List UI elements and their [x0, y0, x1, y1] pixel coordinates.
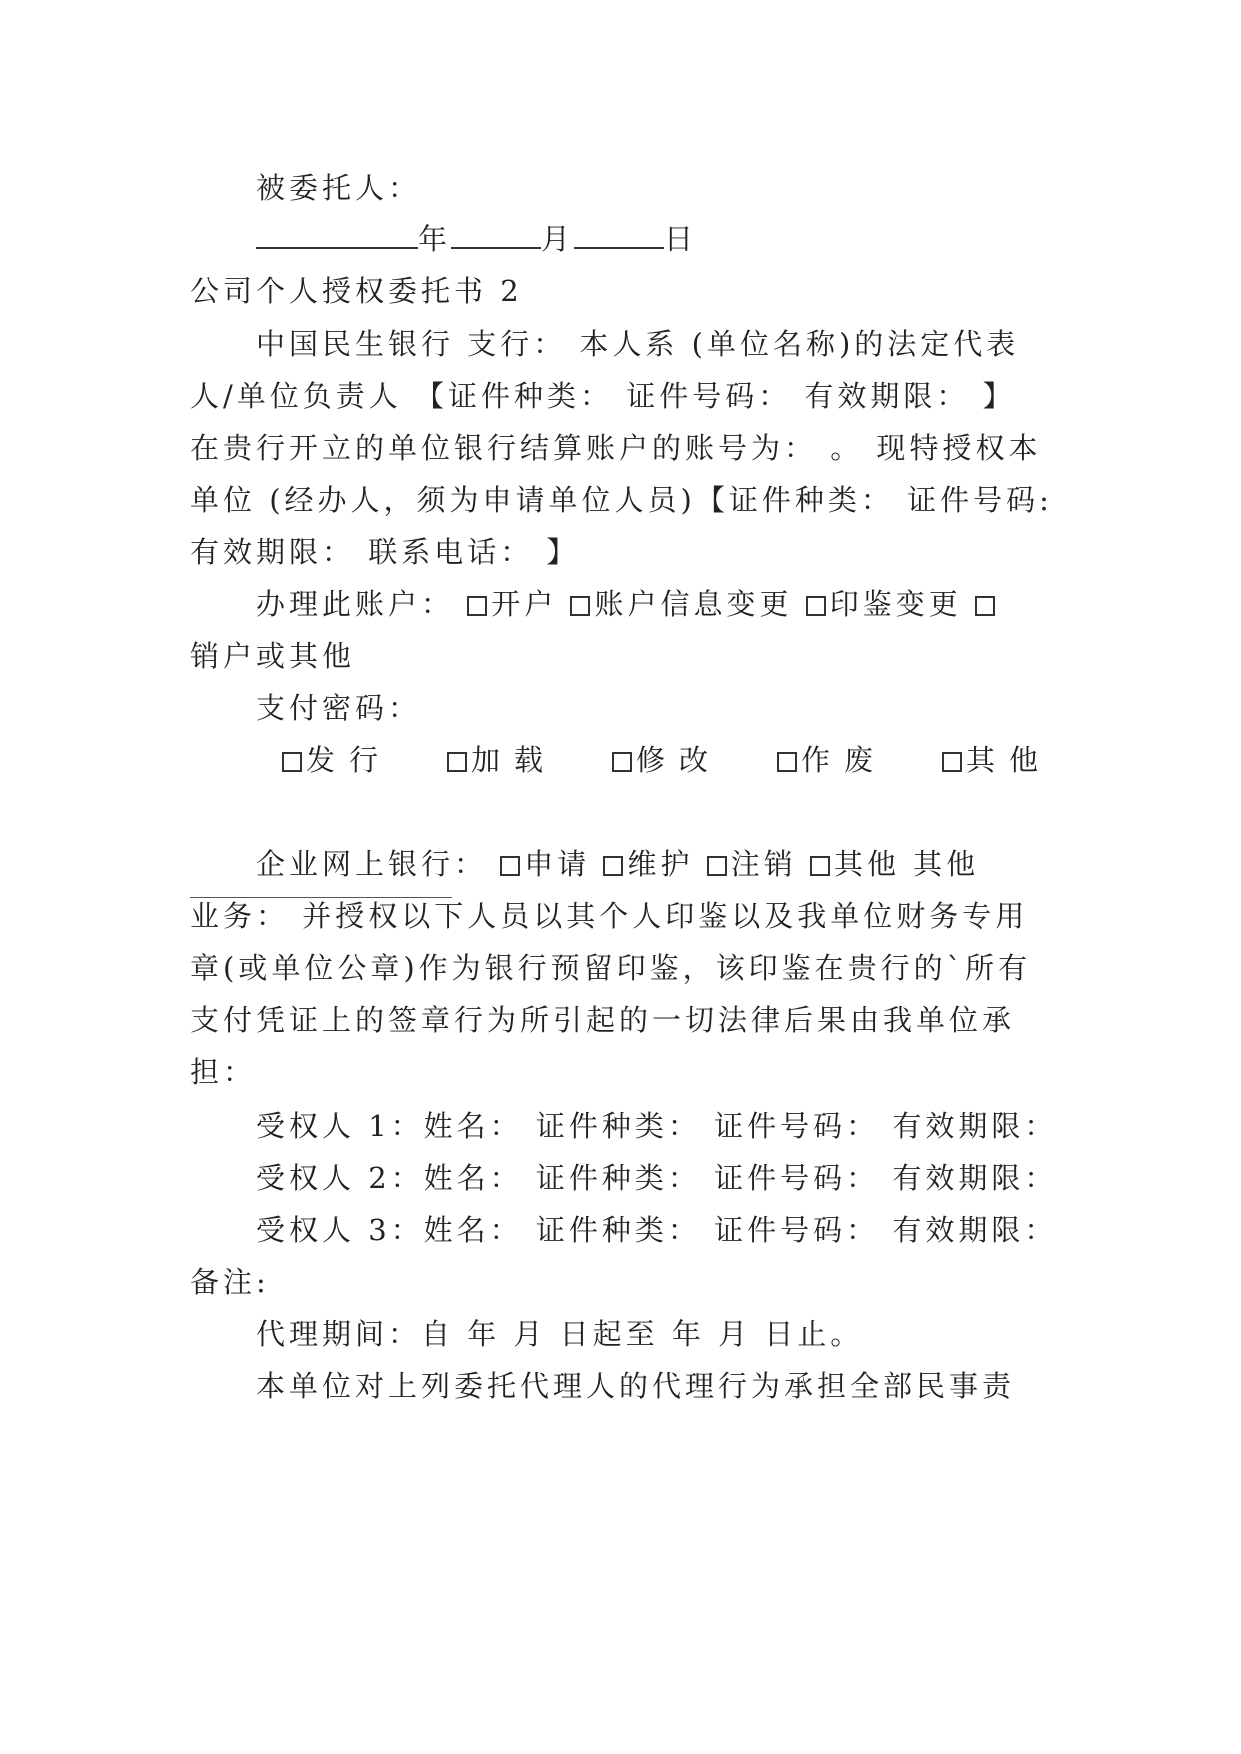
section-title: 公司个人授权委托书 2: [190, 274, 523, 308]
paragraph-line: 支付凭证上的签章行为所引起的一切法律后果由我单位承: [190, 1003, 1016, 1037]
date-line: [256, 219, 697, 259]
paragraph-line: 单位 (经办人，须为申请单位人员)【证件种类： 证件号码:: [190, 483, 1053, 517]
paragraph-line: 在贵行开立的单位银行结算账户的账号为： 。 现特授权本: [190, 431, 1042, 465]
checkbox-close-account: [975, 596, 995, 616]
month-blank: [451, 221, 541, 249]
checkbox-open-account: [467, 596, 487, 616]
checkbox-other-online: [810, 856, 830, 876]
online-banking-line: [256, 844, 979, 884]
password-options-line: [282, 740, 1052, 780]
authorized-person-3: 受权人 3：姓名： 证件种类： 证件号码： 有效期限：: [256, 1213, 1058, 1247]
paragraph-line: 业务： 并授权以下人员以其个人印鉴以及我单位财务专用: [190, 899, 1029, 933]
option-item: 其他: [942, 740, 1052, 780]
payment-password-label: 支付密码：: [256, 691, 422, 725]
trustee-line: 被委托人：: [256, 171, 422, 205]
paragraph-line: 本单位对上列委托代理人的代理行为承担全部民事责: [256, 1369, 1016, 1403]
paragraph-line: 中国民生银行 支行： 本人系 (单位名称)的法定代表: [256, 327, 1020, 361]
day-label: 日: [664, 222, 698, 256]
month-label: 月: [541, 222, 575, 256]
option-label: 其他: [833, 847, 900, 881]
option-label: 申请: [524, 847, 591, 881]
paragraph-line: 担：: [190, 1055, 257, 1089]
option-label: 账户信息变更: [594, 587, 793, 621]
option-item: 作废: [777, 740, 887, 780]
checkbox-issue: [282, 752, 302, 772]
option-label: 注销: [730, 847, 797, 881]
checkbox-info-change: [570, 596, 590, 616]
authorized-person-2: 受权人 2：姓名： 证件种类： 证件号码： 有效期限：: [256, 1161, 1058, 1195]
authorized-person-1: 受权人 1：姓名： 证件种类： 证件号码： 有效期限：: [256, 1109, 1058, 1143]
checkbox-apply: [500, 856, 520, 876]
checkbox-load: [447, 752, 467, 772]
year-blank: [256, 221, 418, 249]
paragraph-line: 销户或其他: [190, 639, 356, 673]
remarks-label: 备注:: [190, 1265, 270, 1299]
day-blank: [574, 221, 664, 249]
paragraph-line: 章(或单位公章)作为银行预留印鉴，该印鉴在贵行的`所有: [190, 951, 1032, 985]
paragraph-line: 有效期限： 联系电话： 】: [190, 535, 580, 569]
checkbox-cancel: [707, 856, 727, 876]
online-banking-label: 企业网上银行：: [256, 847, 488, 881]
year-label: 年: [418, 222, 452, 256]
checkbox-void: [777, 752, 797, 772]
checkbox-modify: [612, 752, 632, 772]
option-item: 加载: [447, 740, 557, 780]
option-item: 修改: [612, 740, 722, 780]
account-options-line: [256, 584, 999, 624]
checkbox-other: [942, 752, 962, 772]
other-business-label: 其他: [913, 847, 980, 881]
checkbox-seal-change: [806, 596, 826, 616]
option-label: 维护: [627, 847, 694, 881]
checkbox-maintain: [603, 856, 623, 876]
agency-period-line: 代理期间：自 年 月 日起至 年 月 日止。: [256, 1317, 864, 1351]
account-options-label: 办理此账户：: [256, 587, 455, 621]
option-item: 发行: [282, 740, 392, 780]
option-label: 开户: [491, 587, 558, 621]
paragraph-line: 人/单位负责人 【证件种类： 证件号码： 有效期限： 】: [190, 379, 1016, 413]
option-label: 印鉴变更: [829, 587, 962, 621]
